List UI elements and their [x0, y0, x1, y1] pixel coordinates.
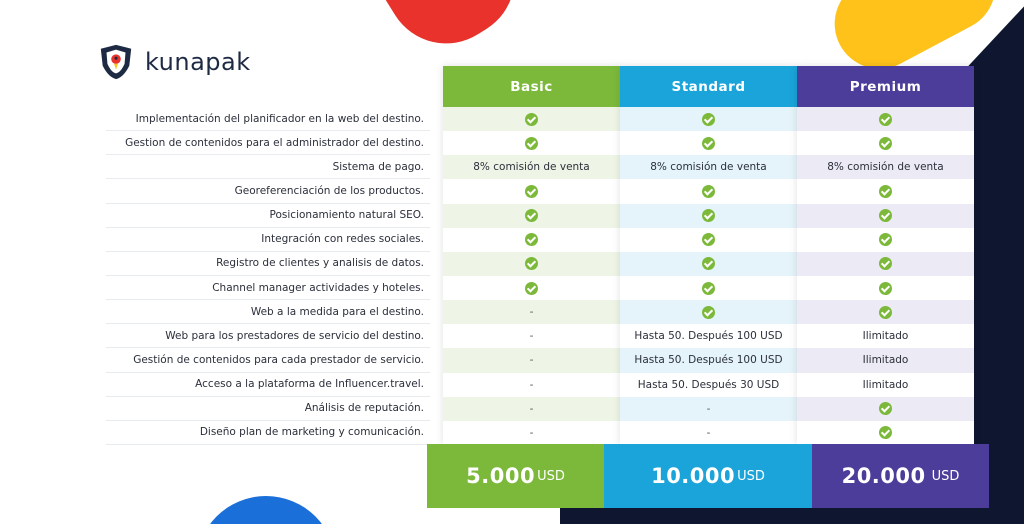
feature-included-cell	[443, 107, 620, 131]
feature-value-cell: Ilimitado	[862, 378, 909, 391]
check-circle-icon	[702, 282, 715, 295]
check-circle-icon	[525, 282, 538, 295]
feature-included-cell	[620, 179, 797, 203]
brand-name: kunapak	[145, 48, 251, 76]
check-circle-icon	[879, 185, 892, 198]
feature-included-cell	[443, 204, 620, 228]
feature-included-cell	[443, 276, 620, 300]
plan-column-basic	[443, 66, 620, 445]
feature-label: Sistema de pago.	[106, 155, 430, 179]
feature-included-cell	[797, 107, 974, 131]
feature-value-cell: Ilimitado	[862, 330, 909, 343]
feature-value-cell: Hasta 50. Después 30 USD	[637, 378, 780, 391]
check-circle-icon	[879, 402, 892, 415]
feature-label: Gestion de contenidos para el administrador del destino.	[106, 131, 430, 155]
plan-cells-premium	[797, 107, 974, 445]
feature-label: Web a la medida para el destino.	[106, 300, 430, 324]
feature-included-cell	[443, 179, 620, 203]
check-circle-icon	[525, 137, 538, 150]
feature-excluded-cell: -	[706, 426, 711, 439]
plan-header-standard[interactable]: Standard	[620, 66, 797, 107]
brand-logo[interactable]	[97, 43, 251, 81]
feature-label: Georeferenciación de los productos.	[106, 179, 430, 203]
feature-label: Web para los prestadores de servicio del destino.	[106, 324, 430, 348]
price-amount: 20.000	[841, 464, 926, 488]
check-circle-icon	[702, 113, 715, 126]
feature-included-cell	[797, 397, 974, 421]
price-amount: 10.000	[651, 464, 736, 488]
check-circle-icon	[525, 113, 538, 126]
feature-included-cell	[797, 131, 974, 155]
feature-excluded-cell: -	[529, 426, 534, 439]
blue-decorative-shape	[196, 496, 336, 524]
price-currency: USD	[737, 468, 765, 484]
feature-value-cell: Hasta 50. Después 100 USD	[634, 330, 783, 343]
feature-included-cell	[443, 252, 620, 276]
feature-included-cell	[620, 276, 797, 300]
feature-label: Integración con redes sociales.	[106, 228, 430, 252]
feature-included-cell	[620, 300, 797, 324]
feature-value-cell: 8% comisión de venta	[443, 155, 620, 179]
feature-excluded-cell: -	[443, 300, 620, 324]
check-circle-icon	[879, 257, 892, 270]
feature-included-cell	[620, 228, 797, 252]
feature-included-cell	[797, 228, 974, 252]
feature-value-cell: Hasta 50. Después 100 USD	[620, 348, 797, 372]
check-circle-icon	[525, 233, 538, 246]
feature-value-cell: Ilimitado	[797, 348, 974, 372]
plan-header-premium[interactable]: Premium	[797, 66, 974, 107]
feature-label: Registro de clientes y analisis de datos.	[106, 252, 430, 276]
feature-included-cell	[797, 276, 974, 300]
feature-included-cell	[443, 131, 620, 155]
check-circle-icon	[702, 306, 715, 319]
feature-value-cell: 8% comisión de venta	[620, 155, 797, 179]
feature-included-cell	[620, 107, 797, 131]
feature-included-cell	[797, 421, 974, 445]
check-circle-icon	[879, 113, 892, 126]
check-circle-icon	[702, 209, 715, 222]
feature-included-cell	[797, 179, 974, 203]
check-circle-icon	[879, 137, 892, 150]
plan-cells-standard	[620, 107, 797, 445]
price-button-premium[interactable]	[812, 444, 989, 508]
check-circle-icon	[702, 185, 715, 198]
feature-included-cell	[797, 204, 974, 228]
check-circle-icon	[702, 137, 715, 150]
feature-label: Análisis de reputación.	[106, 397, 430, 421]
feature-excluded-cell: -	[529, 378, 534, 391]
price-button-basic[interactable]	[427, 444, 604, 508]
feature-included-cell	[620, 204, 797, 228]
plan-column-premium	[797, 66, 974, 445]
price-button-standard[interactable]	[604, 444, 812, 508]
feature-list	[106, 107, 430, 445]
feature-included-cell	[620, 131, 797, 155]
plan-header-basic[interactable]: Basic	[443, 66, 620, 107]
check-circle-icon	[879, 233, 892, 246]
feature-included-cell	[797, 252, 974, 276]
feature-label: Diseño plan de marketing y comunicación.	[106, 421, 430, 445]
check-circle-icon	[525, 209, 538, 222]
kunapak-bird-icon	[97, 43, 135, 81]
plan-cells-basic	[443, 107, 620, 445]
price-amount: 5.000	[466, 464, 536, 488]
feature-excluded-cell: -	[529, 330, 534, 343]
feature-included-cell	[797, 300, 974, 324]
feature-label: Gestión de contenidos para cada prestador de servicio.	[106, 348, 430, 372]
feature-value-cell: 8% comisión de venta	[797, 155, 974, 179]
feature-label: Acceso a la plataforma de Influencer.travel.	[106, 373, 430, 397]
feature-included-cell	[443, 228, 620, 252]
feature-included-cell	[620, 252, 797, 276]
check-circle-icon	[879, 209, 892, 222]
plan-column-standard	[620, 66, 797, 445]
check-circle-icon	[879, 306, 892, 319]
feature-excluded-cell: -	[443, 397, 620, 421]
feature-label: Posicionamiento natural SEO.	[106, 204, 430, 228]
feature-excluded-cell: -	[620, 397, 797, 421]
feature-label: Implementación del planificador en la web del destino.	[106, 107, 430, 131]
check-circle-icon	[525, 257, 538, 270]
price-currency: USD	[537, 468, 565, 484]
check-circle-icon	[702, 233, 715, 246]
price-currency: USD	[931, 468, 960, 484]
check-circle-icon	[879, 426, 892, 439]
check-circle-icon	[702, 257, 715, 270]
check-circle-icon	[879, 282, 892, 295]
red-decorative-shape	[369, 0, 538, 66]
feature-excluded-cell: -	[443, 348, 620, 372]
check-circle-icon	[525, 185, 538, 198]
feature-label: Channel manager actividades y hoteles.	[106, 276, 430, 300]
